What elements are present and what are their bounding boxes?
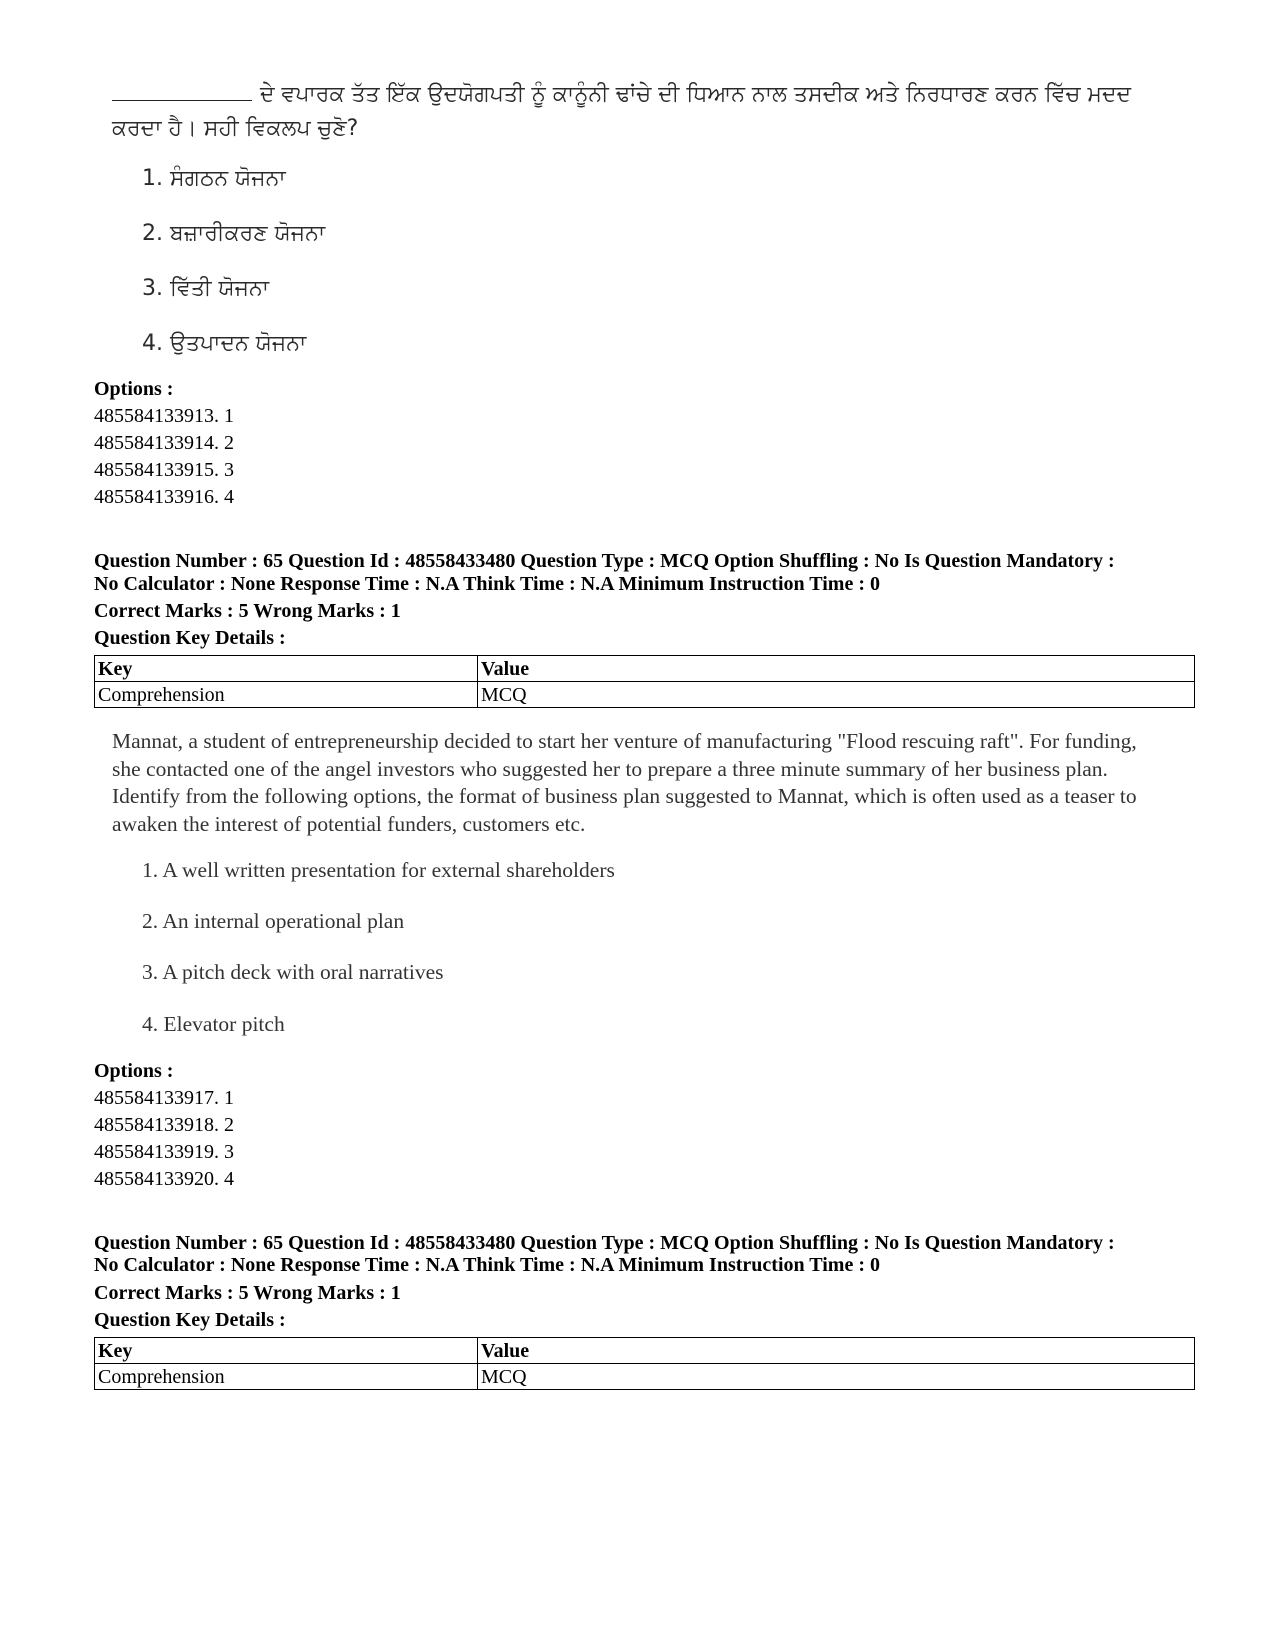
marks-line: Correct Marks : 5 Wrong Marks : 1 xyxy=(94,600,401,622)
key-details-label: Question Key Details : xyxy=(94,1309,286,1331)
choice-4: 4. Elevator pitch xyxy=(142,1012,285,1036)
value-cell: MCQ xyxy=(478,1364,1195,1390)
option-id: 485584133914. 2 xyxy=(94,432,234,454)
table-row xyxy=(95,1338,1195,1364)
table-row xyxy=(95,682,1195,708)
key-header: Key xyxy=(95,1338,478,1364)
question-meta-line-2: No Calculator : None Response Time : N.A Think Time : N.A Minimum Instruction Time : 0 xyxy=(94,573,880,595)
choice-3: 3. A pitch deck with oral narratives xyxy=(142,960,444,984)
option-id: 485584133915. 3 xyxy=(94,459,234,481)
choice-3: 3. ਵਿੱਤੀ ਯੋਜਨਾ xyxy=(142,276,270,301)
table-row xyxy=(95,1364,1195,1390)
question-meta-line-2: No Calculator : None Response Time : N.A Think Time : N.A Minimum Instruction Time : 0 xyxy=(94,1254,880,1276)
question-meta-line-1: Question Number : 65 Question Id : 48558433480 Question Type : MCQ Option Shuffling : No Is Question Mandatory : xyxy=(94,550,1115,572)
table-row xyxy=(95,656,1195,682)
options-label: Options : xyxy=(94,1060,174,1082)
key-cell: Comprehension xyxy=(95,1364,478,1390)
question-stem-punjabi: ਦੇ ਵਪਾਰਕ ਤੱਤ ਇੱਕ ਉਦਯੋਗਪਤੀ ਨੂੰ ਕਾਨੂੰਨੀ ਢਾਂਚੇ ਦੀ ਧਿਆਨ ਨਾਲ ਤਸਦੀਕ ਅਤੇ ਨਿਰਧਾਰਣ ਕਰਨ ਵਿੱਚ ਮਦਦ ਕਰਦਾ ਹੈ। ਸਹੀ ਵਿਕਲਪ ਚੁਣੋ? xyxy=(112,82,1132,141)
value-header: Value xyxy=(478,656,1195,682)
key-details-table xyxy=(94,1337,1195,1390)
key-details-label: Question Key Details : xyxy=(94,627,286,649)
key-header: Key xyxy=(95,656,478,682)
options-label: Options : xyxy=(94,378,174,400)
choice-1: 1. ਸੰਗਠਨ ਯੋਜਨਾ xyxy=(142,166,286,191)
value-header: Value xyxy=(478,1338,1195,1364)
fill-blank xyxy=(112,80,252,101)
marks-line: Correct Marks : 5 Wrong Marks : 1 xyxy=(94,1282,401,1304)
option-id: 485584133918. 2 xyxy=(94,1114,234,1136)
choice-2: 2. An internal operational plan xyxy=(142,909,405,933)
key-details-table xyxy=(94,655,1195,708)
option-id: 485584133920. 4 xyxy=(94,1168,234,1190)
value-cell: MCQ xyxy=(478,682,1195,708)
option-id: 485584133919. 3 xyxy=(94,1141,234,1163)
choice-1: 1. A well written presentation for external shareholders xyxy=(142,858,615,882)
option-id: 485584133913. 1 xyxy=(94,405,234,427)
option-id: 485584133917. 1 xyxy=(94,1087,234,1109)
choice-2: 2. ਬਜ਼ਾਰੀਕਰਣ ਯੋਜਨਾ xyxy=(142,221,326,246)
comprehension-passage: Mannat, a student of entrepreneurship decided to start her venture of manufacturing "Flood rescuing raft". For funding, she contacted one of the angel investors who suggested her to prepare a three minute summary of her business plan. Identify from the following options, the format of business plan suggested to Mannat, which is often used as a teaser to awaken the interest of potential funders, customers etc. xyxy=(112,729,1137,836)
option-id: 485584133916. 4 xyxy=(94,486,234,508)
key-cell: Comprehension xyxy=(95,682,478,708)
question-meta-line-1: Question Number : 65 Question Id : 48558433480 Question Type : MCQ Option Shuffling : No Is Question Mandatory : xyxy=(94,1232,1115,1254)
choice-4: 4. ਉਤਪਾਦਨ ਯੋਜਨਾ xyxy=(142,331,307,356)
